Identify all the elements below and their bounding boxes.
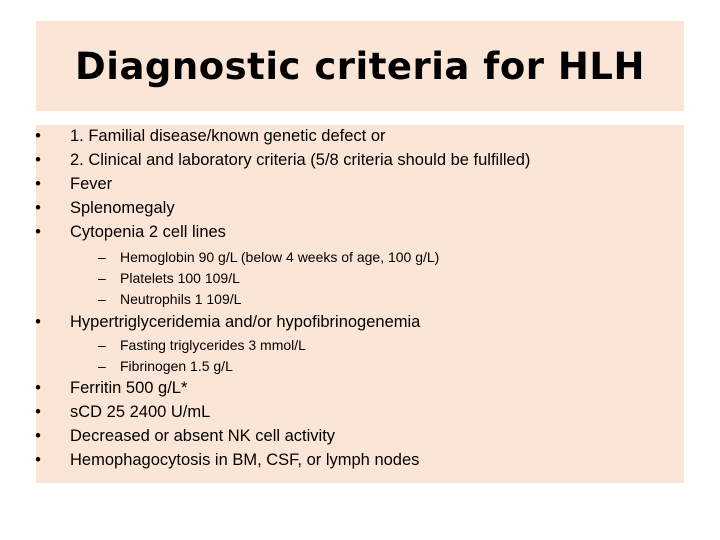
sub-list-item-text: Fasting triglycerides 3 mmol/L <box>120 337 306 353</box>
list-item-text: Cytopenia 2 cell lines <box>70 223 226 241</box>
list-item-text: Hypertriglyceridemia and/or hypofibrinogenemia <box>70 313 421 331</box>
list-item-text: Splenomegaly <box>70 199 175 217</box>
sub-list-item-text: Platelets 100 109/L <box>120 270 240 286</box>
bullet-glyph: • <box>35 151 41 169</box>
bullet-glyph: • <box>35 403 41 421</box>
bullet-glyph: • <box>35 199 41 217</box>
sub-list-item-text: Fibrinogen 1.5 g/L <box>120 358 233 374</box>
list-item-text: 2. Clinical and laboratory criteria (5/8 criteria should be fulfilled) <box>70 151 531 169</box>
dash-glyph: – <box>98 337 106 353</box>
bullet-glyph: • <box>35 223 41 241</box>
bullet-glyph: • <box>35 175 41 193</box>
bullet-glyph: • <box>35 127 41 145</box>
list-item-text: Decreased or absent NK cell activity <box>70 427 336 445</box>
criteria-list <box>36 125 684 483</box>
title-banner <box>36 21 684 111</box>
bullet-glyph: • <box>35 379 41 397</box>
bullet-glyph: • <box>35 313 41 331</box>
sub-list-item-text: Hemoglobin 90 g/L (below 4 weeks of age, 100 g/L) <box>120 249 440 265</box>
dash-glyph: – <box>98 291 106 307</box>
dash-glyph: – <box>98 270 106 286</box>
bullet-glyph: • <box>35 451 41 469</box>
list-item-text: Fever <box>70 175 113 193</box>
list-item-text: Ferritin 500 g/L* <box>70 379 188 397</box>
dash-glyph: – <box>98 249 106 265</box>
slide-title: Diagnostic criteria for HLH <box>75 44 645 88</box>
list-item-text: sCD 25 2400 U/mL <box>70 403 211 421</box>
sub-list-item-text: Neutrophils 1 109/L <box>120 291 242 307</box>
bullet-glyph: • <box>35 427 41 445</box>
dash-glyph: – <box>98 358 106 374</box>
list-item-text: Hemophagocytosis in BM, CSF, or lymph nodes <box>70 451 420 469</box>
list-item-text: 1. Familial disease/known genetic defect or <box>70 127 386 145</box>
